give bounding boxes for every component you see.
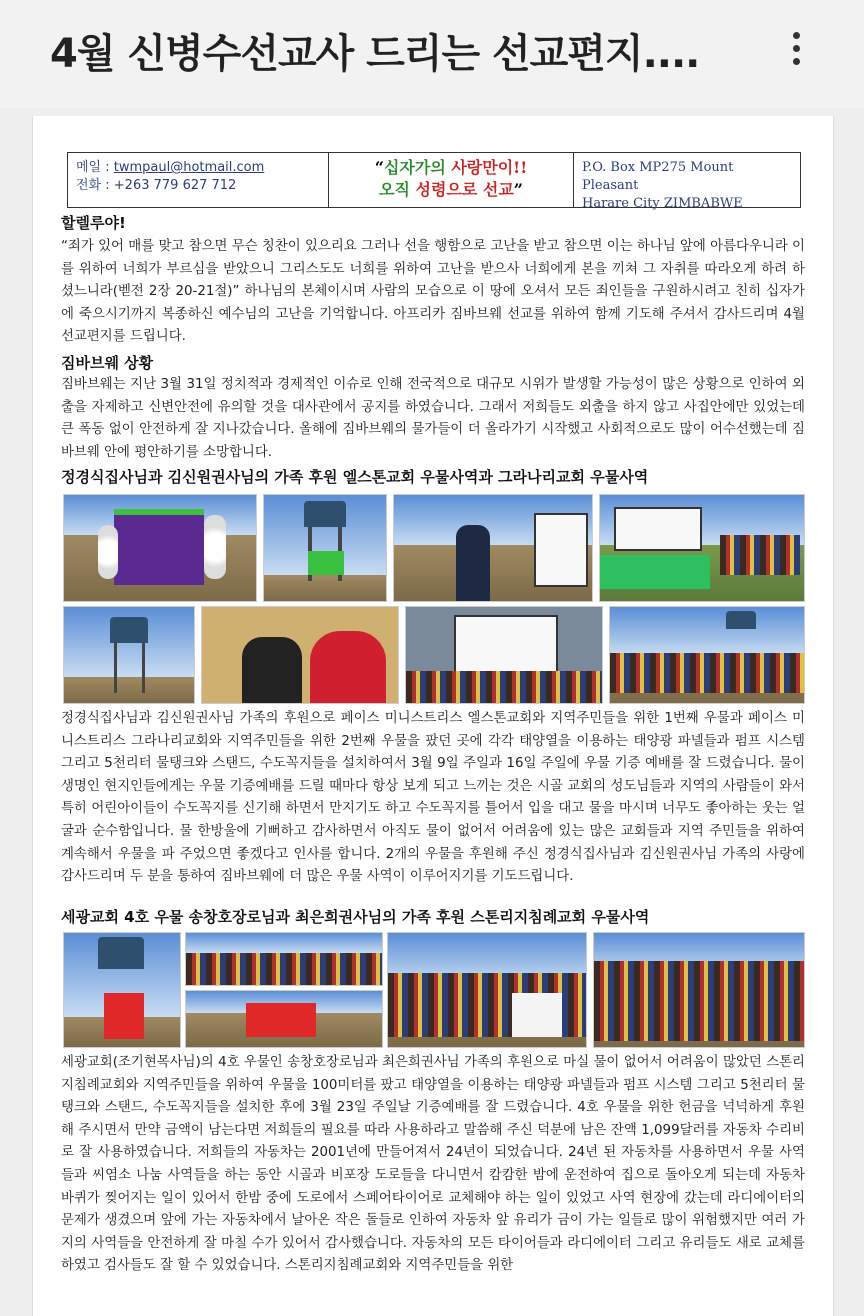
photo-congregation [201,606,399,704]
section-title-wells-1: 정경식집사님과 김신원권사님의 가족 후원 엘스톤교회 우물사역과 그라나리교회 우물사역 [61,468,649,486]
photo-dedication-sign [405,606,603,704]
photo-red-stand [185,990,383,1048]
photo-ribbon-dedication [63,494,257,602]
photo-group [609,606,805,704]
letter-header [67,152,801,211]
greeting: 할렐루야! [61,214,126,232]
motto-part-a: 십자가의 [383,158,446,177]
more-options-icon[interactable] [784,32,808,76]
section-body-wells-2: 세광교회(조기현목사님)의 4호 우물인 송창호장로님과 최은희권사님 가족의 후원으로 마실 물이 없어서 어려움이 많았던 스톤리지침례교회와 지역주민들을 위하여 우물을 100미터를 팠고 태양열을 이용하는 태양광 파넬들과 펌프 시스템 그리고 5천리터 물탱크와 스탠드, 수도꼭지들을 설치한 후에 3월 23일 주일날 기증예배를 잘 드렸습니다. 4호 우물을 위한 헌금을 넉넉하게 후원해 주시면서 만약 금액이 남는다면 저희들의 필요를 따라 사용하라고 말씀해 주신 덕분에 남은 잔액 1,099달러를 자동차 수리비로 잘 사용하였습니다. 저희들의 자동차는 2001년에 만들어져서 24년이 되었습니다. 24년 된 자동차를 사용하면서 우물 사역들과 씨염소 나눔 사역들을 하는 동안 시골과 비포장 도로들을 다니면서 캄캄한 밤에 운전하여 집으로 돌아오게 되는데 자동차 바퀴가 찢어지는 일이 있어서 한밤 중에 도로에서 스페어타이어로 교체해야 하는 일이 있었고 사역 현장에 갔는데 라디에이터의 문제가 생겼으며 앞에 가는 자동차에서 날아온 작은 돌들로 인하여 자동차 앞 유리가 금이 가는 일들로 많이 위험했지만 여러 가지의 사역들을 안전하게 잘 마칠 수가 있어서 감사했습니다. 자동차의 모든 타이어들과 라디에이터 그리고 유리들도 새로 교체를 하였고 검사들도 잘 할 수 있었습니다. 스톤리지침례교회와 지역주민들을 위한 [61,1055,805,1274]
photo-speakers [185,932,383,986]
photo-pastor-tap [393,494,593,602]
intro-paragraph: “죄가 있어 매를 맞고 참으면 무슨 칭찬이 있으리요 그러나 선을 행함으로 고난을 받고 참으면 이는 하나님 앞에 아름다우니라 이를 위하여 너희가 부르심을 받았으니 그리스도도 너희를 위하여 고난을 받으사 너희에게 본을 끼쳐 그 자취를 따라오게 하려 하셨느니라(벧전 2장 20-21절)” 하나님의 본체이시며 사람의 모습으로 이 땅에 오셔서 모든 죄인들을 구원하시려고 친히 십자가에 죽으시기까지 복종하신 예수님의 고난을 기억합니다. 아프리카 짐바브웨 선교를 위하여 함께 기도해 주셔서 감사드리며 4월 선교편지를 드립니다. [61,239,805,345]
photo-ribbon-cutting [387,932,587,1048]
photo-water-tower-3 [63,932,181,1048]
section-body-zimbabwe: 짐바브웨는 지난 3월 31일 정치적과 경제적인 이슈로 인해 전국적으로 대규모 시위가 발생할 가능성이 많은 상황으로 인하여 외출을 자제하고 신변안전에 유의할 것을 대사관에서 공지를 하였습니다. 그래서 저희들도 외출을 하지 않고 사집안에만 있었는데 큰 폭동 없이 안전하게 잘 지나갔습니다. 올해에 짐바브웨의 물가들이 더 올라가기 시작했고 사회적으로도 많이 어수선했는데 짐바브웨 안에 평안하기를 소망합니다. [61,377,805,460]
motto-quote-close: ” [513,180,523,199]
motto-part-d: 성령으로 선교 [415,180,514,199]
email-link[interactable]: twmpaul@hotmail.com [113,160,265,175]
motto-part-b: 사랑만이!! [445,158,528,177]
section-title-zimbabwe: 짐바브웨 상황 [61,354,154,372]
motto-part-c: 오직 [379,180,416,199]
motto-quote-open: “ [374,158,384,177]
app-bar [0,0,864,108]
section-title-wells-2: 세광교회 4호 우물 송창호장로님과 최은희권사님의 가족 후원 스톤리지침례교회 우물사역 [61,908,650,926]
photo-water-tower-2 [63,606,195,704]
phone-label: 전화 : [76,178,110,193]
motto-box [329,153,574,207]
contact-box [68,153,329,207]
photo-sign-children [599,494,805,602]
address-line-2: Harare City ZIMBABWE [582,196,743,211]
address-box [574,153,800,211]
letter-page [32,116,834,1316]
photo-crowd [593,932,805,1048]
email-label: 메일 : [76,160,110,175]
page-title: 4월 신병수선교사 드리는 선교편지.... [50,31,700,77]
address-line-1: P.O. Box MP275 Mount Pleasant [582,160,734,193]
photo-water-tower-1 [263,494,387,602]
section-body-wells-1: 정경식집사님과 김신원권사님 가족의 후원으로 페이스 미니스트리스 엘스톤교회와 지역주민들을 위한 1번째 우물과 페이스 미니스트리스 그라나리교회와 지역주민들을 위한 2번째 우물을 팠던 곳에 각각 태양열을 이용하는 태양광 파넬들과 펌프 시스템 그리고 5천리터 물탱크와 스탠드, 수도꼭지들을 설치하여서 3월 9일 주일과 16일 주일에 우물 기증 예배를 잘 드렸습니다. 물이 생명인 현지인들에게는 우물 기증예배를 드릴 때마다 항상 보게 되고 느끼는 것은 시골 교회의 성도님들과 지역의 사람들이 와서 특히 어린아이들이 수도꼭지를 신기해 하면서 만지기도 하고 수도꼭지를 틀어서 입을 대고 물을 마시며 너무도 좋아하는 웃는 얼굴과 순수함입니다. 물 한방울에 기뻐하고 감사하면서 아직도 물이 없어서 어려움에 있는 많은 교회들과 지역 주민들을 위하여 계속해서 우물을 파 주었으면 좋겠다고 인사를 합니다. 2개의 우물을 후원해 주신 정경식집사님과 김신원권사님 가족의 사랑에 감사드리며 두 분을 통하여 짐바브웨에 더 많은 우물 사역이 이루어지기를 기도드립니다. [61,711,805,885]
phone-number: +263 779 627 712 [113,178,237,193]
